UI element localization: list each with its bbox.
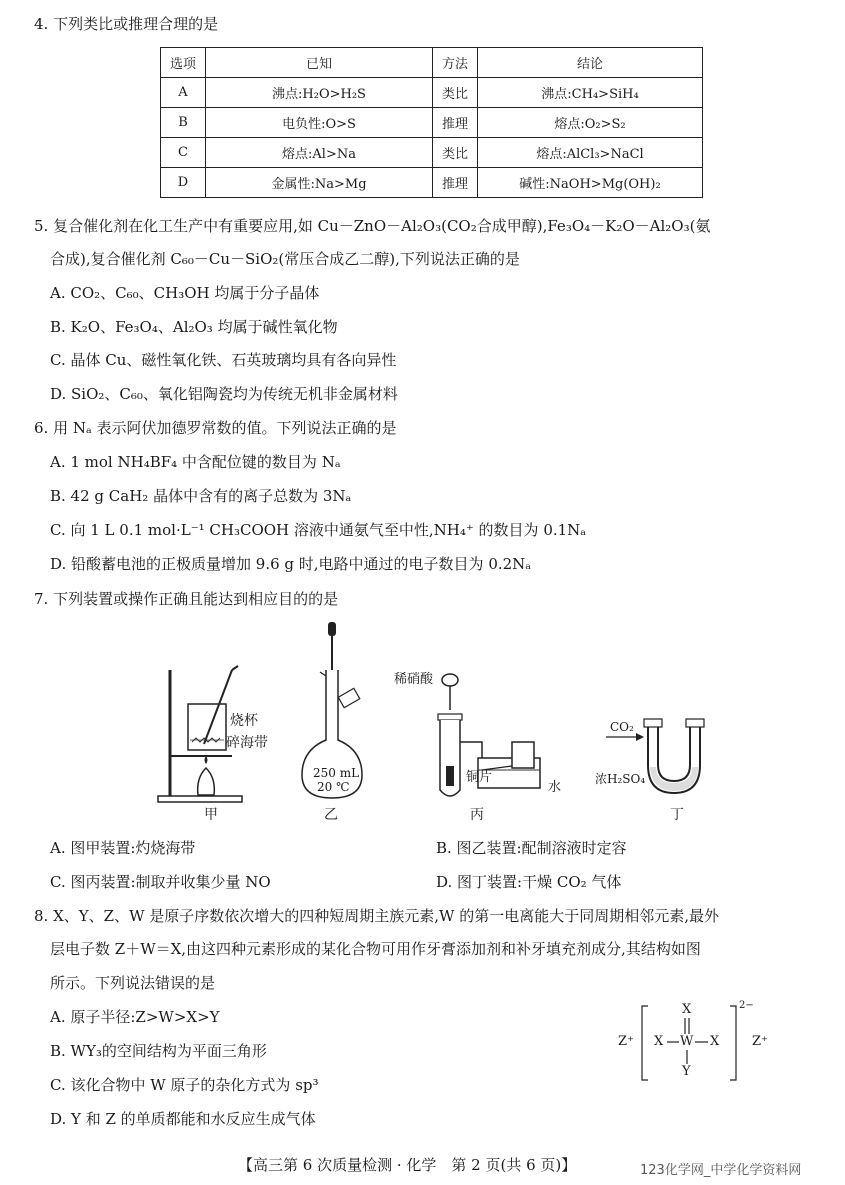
structure-atom-bottom: Y: [682, 1064, 691, 1079]
q4-stem: 4. 下列类比或推理合理的是: [34, 15, 219, 33]
q6-option-d: D. 铅酸蓄电池的正极质量增加 9.6 g 时,电路中通过的电子数目为 0.2Nₐ: [50, 555, 532, 573]
figure-yi-temperature-label: 20 ℃: [317, 780, 350, 794]
table-cell: 金属性:Na>Mg: [206, 168, 433, 198]
table-cell: 沸点:CH₄>SiH₄: [478, 78, 703, 108]
q7-option-b: B. 图乙装置:配制溶液时定容: [436, 839, 627, 857]
structure-atom-right: X: [710, 1034, 720, 1049]
q5-option-b: B. K₂O、Fe₃O₄、Al₂O₃ 均属于碱性氧化物: [50, 318, 338, 336]
table-header-row: [161, 48, 703, 78]
watermark-text: 123化学网_中学化学资料网: [640, 1163, 802, 1178]
q7-option-a: A. 图甲装置:灼烧海带: [50, 839, 196, 857]
q5-line2: 合成),复合催化剂 C₆₀－Cu－SiO₂(常压合成乙二醇),下列说法正确的是: [50, 250, 520, 268]
q5-option-d: D. SiO₂、C₆₀、氧化铝陶瓷均为传统无机非金属材料: [50, 385, 398, 403]
q8-line2: 层电子数 Z＋W＝X,由这四种元素形成的某化合物可用作牙膏添加剂和补牙填充剂成分,其结构如图: [50, 940, 701, 958]
q8-option-c: C. 该化合物中 W 原子的杂化方式为 sp³: [50, 1076, 319, 1094]
structure-cation-left: Z⁺: [618, 1034, 634, 1049]
table-row: [161, 108, 703, 138]
figure-yi-caption: 乙: [324, 807, 338, 823]
table-cell: 电负性:O>S: [206, 108, 433, 138]
table-cell: 类比: [433, 78, 478, 108]
header-cell: 选项: [161, 48, 206, 78]
structure-charge: 2−: [739, 1000, 754, 1011]
q8-option-b: B. WY₃的空间结构为平面三角形: [50, 1042, 267, 1060]
structure-atom-top: X: [682, 1002, 692, 1017]
table-cell: 熔点:AlCl₃>NaCl: [478, 138, 703, 168]
structure-atom-left: X: [654, 1034, 664, 1049]
structure-cation-right: Z⁺: [752, 1034, 768, 1049]
table-row: [161, 168, 703, 198]
q5-option-c: C. 晶体 Cu、磁性氧化铁、石英玻璃均具有各向异性: [50, 351, 397, 369]
q6-option-c: C. 向 1 L 0.1 mol·L⁻¹ CH₃COOH 溶液中通氨气至中性,NH₄⁺ 的数目为 0.1Nₐ: [50, 521, 587, 539]
structure-atom-center: W: [680, 1034, 694, 1049]
q8-option-d: D. Y 和 Z 的单质都能和水反应生成气体: [50, 1110, 316, 1128]
figure-jia-caption: 甲: [204, 807, 218, 823]
figure-ding-gas-label: CO₂: [610, 720, 634, 734]
figure-bing-acid-label: 稀硝酸: [394, 672, 434, 687]
q8-option-a: A. 原子半径:Z>W>X>Y: [50, 1008, 220, 1026]
figure-ding-acid-label: 浓H₂SO₄: [595, 772, 646, 786]
table-cell: 推理: [433, 108, 478, 138]
figure-ding-caption: 丁: [670, 807, 684, 823]
q8-line3: 所示。下列说法错误的是: [50, 974, 216, 992]
header-cell: 方法: [433, 48, 478, 78]
figure-jia-label-seaweed: 碎海带: [226, 735, 268, 751]
q8-structure-diagram: [612, 1000, 792, 1090]
figure-yi-volume-label: 250 mL: [313, 766, 360, 780]
table-cell: 沸点:H₂O>H₂S: [206, 78, 433, 108]
q8-line1: 8. X、Y、Z、W 是原子序数依次增大的四种短周期主族元素,W 的第一电离能大于同周期相邻元素,最外: [34, 907, 719, 925]
q4-table: [160, 47, 703, 198]
table-row: [161, 138, 703, 168]
figure-bing-water-label: 水: [548, 780, 562, 795]
q7-option-c: C. 图丙装置:制取并收集少量 NO: [50, 873, 271, 891]
q7-stem: 7. 下列装置或操作正确且能达到相应目的的是: [34, 590, 339, 608]
table-cell: 类比: [433, 138, 478, 168]
page-footer: 【高三第 6 次质量检测 · 化学 第 2 页(共 6 页)】: [238, 1156, 577, 1174]
table-cell: C: [161, 138, 206, 168]
header-cell: 结论: [478, 48, 703, 78]
table-cell: 推理: [433, 168, 478, 198]
figure-jia-label-beaker: 烧杯: [230, 713, 258, 729]
q5-option-a: A. CO₂、C₆₀、CH₃OH 均属于分子晶体: [50, 284, 320, 302]
table-cell: B: [161, 108, 206, 138]
table-row: [161, 78, 703, 108]
table-cell: 熔点:Al>Na: [206, 138, 433, 168]
table-cell: 熔点:O₂>S₂: [478, 108, 703, 138]
figure-bing-copper-label: 铜片: [466, 770, 493, 785]
figure-bing-caption: 丙: [470, 807, 484, 823]
header-cell: 已知: [206, 48, 433, 78]
q6-option-a: A. 1 mol NH₄BF₄ 中含配位键的数目为 Nₐ: [50, 453, 341, 471]
q7-option-d: D. 图丁装置:干燥 CO₂ 气体: [436, 873, 622, 891]
q5-line1: 5. 复合催化剂在化工生产中有重要应用,如 Cu－ZnO－Al₂O₃(CO₂合成甲醇),Fe₃O₄－K₂O－Al₂O₃(氨: [34, 217, 711, 235]
q6-option-b: B. 42 g CaH₂ 晶体中含有的离子总数为 3Nₐ: [50, 487, 352, 505]
table-cell: A: [161, 78, 206, 108]
q6-stem: 6. 用 Nₐ 表示阿伏加德罗常数的值。下列说法正确的是: [34, 419, 397, 437]
table-cell: D: [161, 168, 206, 198]
table-cell: 碱性:NaOH>Mg(OH)₂: [478, 168, 703, 198]
